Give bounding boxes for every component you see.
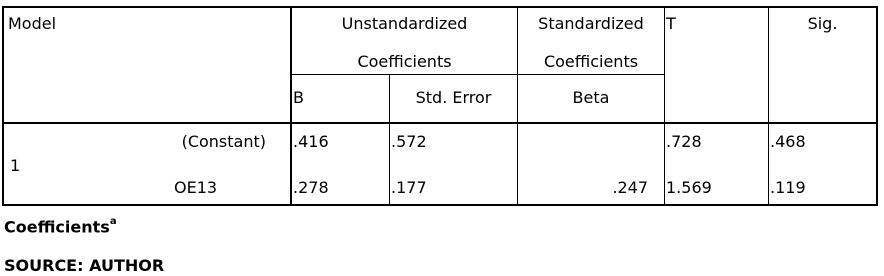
source-note: SOURCE: AUTHOR [4, 256, 165, 275]
cell-constant-std-error: .572 [391, 132, 427, 151]
header-standardized: Standardized [538, 14, 644, 33]
col-divider-model [290, 8, 292, 204]
row-divider-subheader [290, 74, 664, 75]
header-beta: Beta [572, 88, 610, 107]
cell-oe13-b: .278 [293, 178, 329, 197]
header-t: T [666, 14, 676, 33]
header-standardized-coefficients: Coefficients [543, 52, 639, 71]
cell-oe13-beta: .247 [612, 178, 648, 197]
coefficients-table [2, 6, 878, 206]
cell-oe13-std-error: .177 [391, 178, 427, 197]
cell-oe13-sig: .119 [770, 178, 806, 197]
header-sig: Sig. [807, 14, 838, 33]
row-divider-header [4, 122, 876, 124]
header-std-error: Std. Error [415, 88, 492, 107]
caption-title: Coefficients [4, 217, 110, 237]
header-b: B [293, 88, 304, 107]
cell-oe13-t: 1.569 [666, 178, 712, 197]
col-divider-beta [664, 8, 665, 204]
header-unstandardized-coefficients: Coefficients [357, 52, 452, 71]
col-divider-t [768, 8, 769, 204]
header-unstandardized: Unstandardized [341, 14, 468, 33]
row-label-oe13: OE13 [174, 178, 218, 197]
table-caption [4, 214, 117, 237]
cell-constant-t: .728 [666, 132, 702, 151]
cell-constant-b: .416 [293, 132, 329, 151]
cell-constant-sig: .468 [770, 132, 806, 151]
row-label-constant: (Constant) [181, 132, 266, 151]
caption-superscript: a [109, 216, 117, 227]
header-model: Model [8, 14, 57, 33]
model-number: 1 [10, 156, 21, 175]
